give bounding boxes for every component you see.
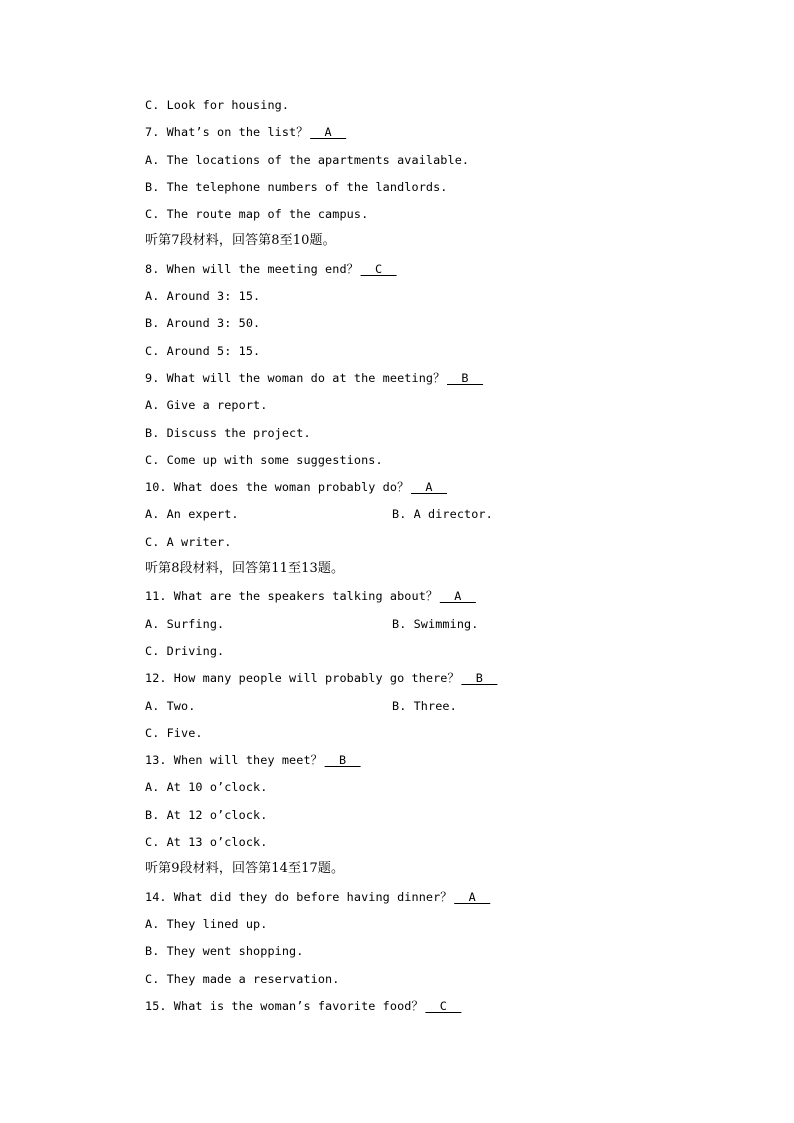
question-line [145, 258, 705, 285]
option-text: B. Swimming. [392, 616, 479, 631]
answer-blank: C [425, 998, 462, 1013]
question-line [145, 585, 705, 612]
option-line: C. Driving. [145, 643, 225, 658]
question-text: 9. What will the woman do at the meeting？ [145, 370, 445, 385]
answer-blank: B [324, 753, 361, 768]
answer-blank: A [410, 480, 447, 495]
answer-blank: B [461, 671, 498, 686]
question-line [145, 476, 705, 503]
option-line: B. Discuss the project. [145, 425, 311, 440]
section-heading: 听第7段材料，回答第8至10题。 [145, 233, 336, 249]
option-line: C. Around 5: 15. [145, 343, 261, 358]
section-heading: 听第9段材料，回答第14至17题。 [145, 861, 345, 877]
question-line [145, 995, 705, 1022]
answer-blank: A [454, 889, 491, 904]
option-line: A. They lined up. [145, 916, 268, 931]
question-line [145, 749, 705, 776]
option-text: B. Three. [392, 698, 457, 713]
option-pair-line [145, 695, 705, 722]
option-line: B. Around 3: 50. [145, 316, 261, 331]
option-line: C. At 13 o’clock. [145, 835, 268, 850]
option-line: A. Around 3: 15. [145, 289, 261, 304]
question-text: 12. How many people will probably go there？ [145, 671, 460, 686]
question-line [145, 121, 705, 148]
answer-blank: C [360, 261, 397, 276]
option-line: B. At 12 o’clock. [145, 807, 268, 822]
question-text: 11. What are the speakers talking about？ [145, 589, 438, 604]
answer-blank: A [310, 125, 347, 140]
question-line [145, 367, 705, 394]
option-pair-line [145, 613, 705, 640]
question-text: 13. When will they meet？ [145, 753, 323, 768]
answer-blank: B [447, 370, 484, 385]
question-text: 7. What’s on the list？ [145, 125, 309, 140]
option-line: C. The route map of the campus. [145, 207, 369, 222]
option-line: B. The telephone numbers of the landlords. [145, 179, 448, 194]
option-line: C. Look for housing. [145, 98, 290, 112]
option-text: A. Surfing. [145, 616, 225, 631]
question-text: 10. What does the woman probably do？ [145, 480, 409, 495]
section-heading: 听第8段材料，回答第11至13题。 [145, 561, 345, 577]
option-line: B. They went shopping. [145, 944, 304, 959]
question-text: 14. What did they do before having dinner？ [145, 889, 453, 904]
question-line [145, 667, 705, 694]
option-text: B. A director. [392, 507, 493, 522]
option-line: A. At 10 o’clock. [145, 780, 268, 795]
document-page [145, 94, 705, 1022]
option-line: A. Give a report. [145, 398, 268, 413]
question-text: 8. When will the meeting end？ [145, 261, 359, 276]
option-line: C. Come up with some suggestions. [145, 452, 383, 467]
option-line: C. They made a reservation. [145, 971, 340, 986]
option-line: A. The locations of the apartments available. [145, 152, 470, 167]
option-line: C. Five. [145, 725, 203, 740]
option-line: C. A writer. [145, 534, 232, 549]
question-text: 15. What is the woman’s favorite food？ [145, 998, 424, 1013]
question-line [145, 886, 705, 913]
option-text: A. Two. [145, 698, 196, 713]
option-pair-line [145, 503, 705, 530]
option-text: A. An expert. [145, 507, 239, 522]
answer-blank: A [439, 589, 476, 604]
